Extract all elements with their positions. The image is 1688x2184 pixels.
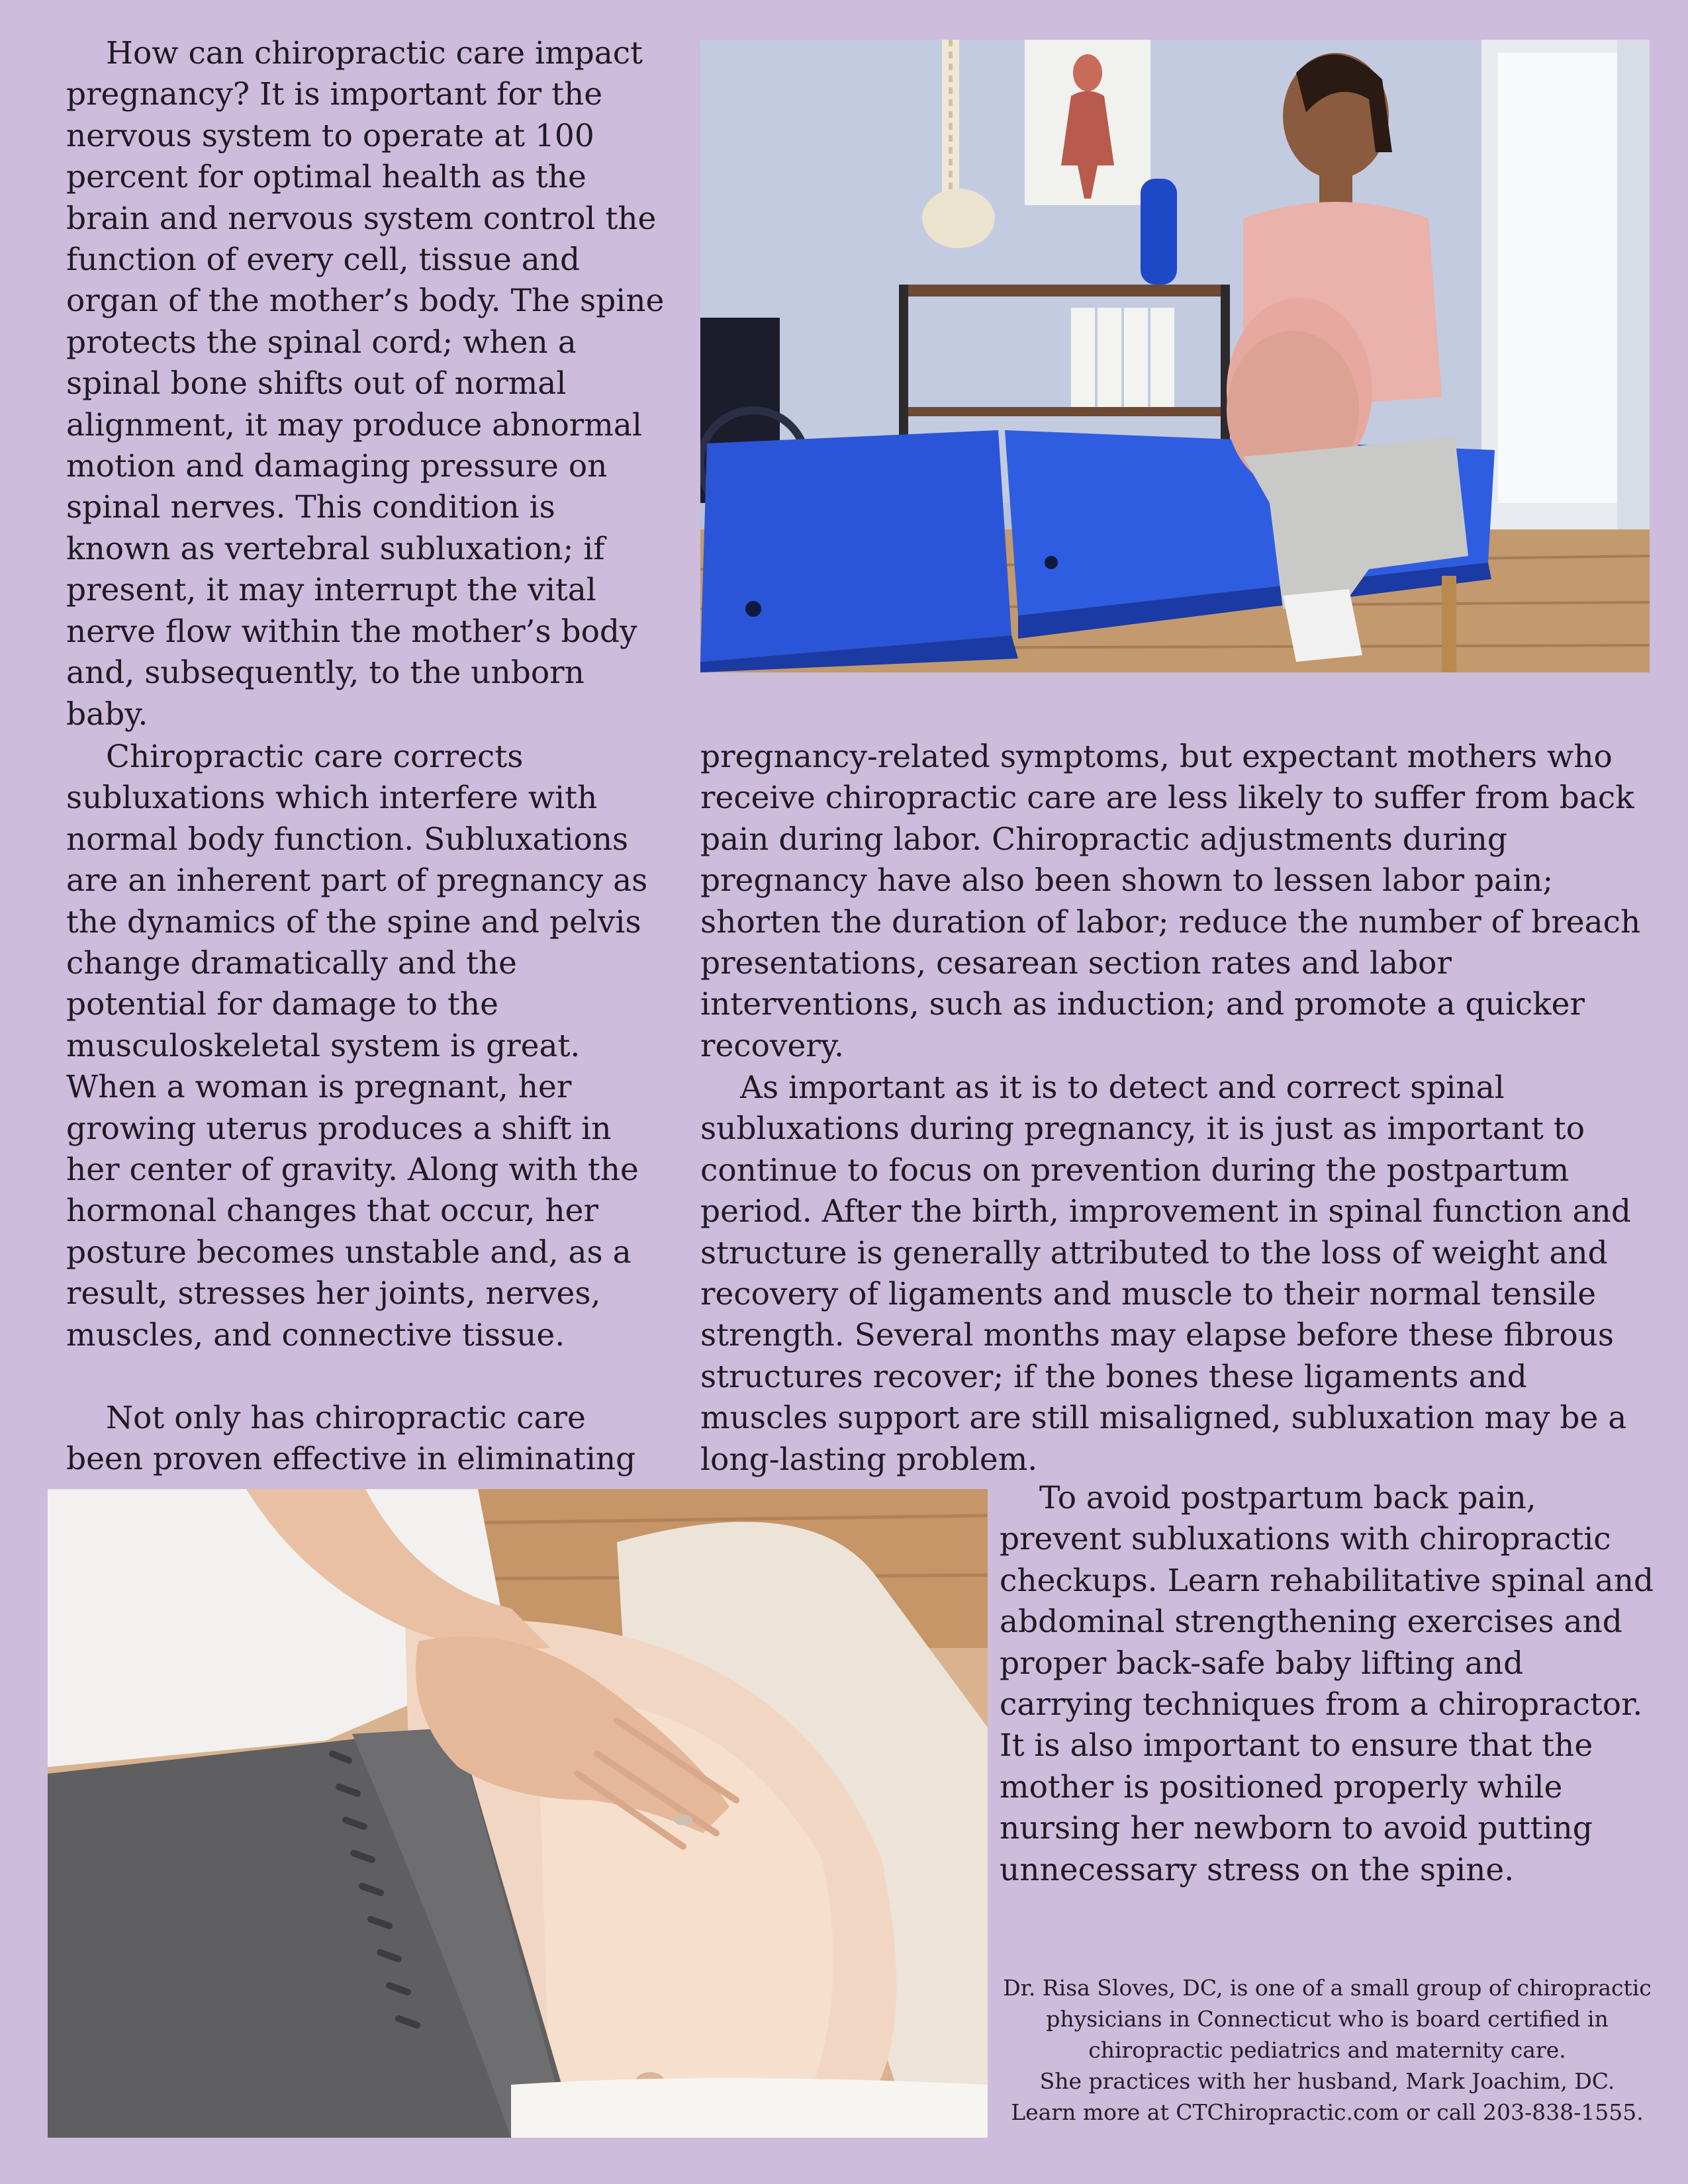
photo-pregnant-woman-clinic bbox=[700, 40, 1650, 672]
clinic-illustration bbox=[700, 40, 1650, 672]
bio-line: Dr. Risa Sloves, DC, is one of a small group of chiropractic bbox=[1003, 1975, 1652, 2001]
paragraph-subluxations: Chiropractic care corrects subluxations which interfere with normal body function. Subluxations are an inherent part of pregnancy as the dynamics of the spine and pelvis change dramatically and the potential for damage to the musculoskeletal system is great. When a woman is pregnant, her growing uterus produces a shift in her center of gravity. Along with the hormonal changes that occur, her posture becomes unstable and, as a result, stresses her joints, nerves, muscles, and connective tissue. bbox=[66, 739, 648, 1353]
bio-line: She practices with her husband, Mark Joachim, DC. bbox=[1039, 2068, 1615, 2094]
paragraph-effectiveness-continued: pregnancy-related symptoms, but expectant mothers who receive chiropractic care are less likely to suffer from back pain during labor. Chiropractic adjustments during pregnancy have also been shown to lessen labor pain; shorten the duration of labor; reduce the number of breach presentations, cesarean section rates and labor interventions, such as induction; and promote a quicker recovery. bbox=[700, 739, 1641, 1064]
bio-line: chiropractic pediatrics and maternity care. bbox=[1088, 2037, 1566, 2063]
paragraph-intro: How can chiropractic care impact pregnancy? It is important for the nervous system to operate at 100 percent for optimal health as the brain and nervous system control the function of every cell, tissue and organ of the mother’s body. The spine protects the spinal cord; when a spinal bone shifts out of normal alignment, it may produce abnormal motion and damaging pressure on spinal nerves. This condition is known as vertebral subluxation; if present, it may interrupt the vital nerve flow within the mother’s body and, subsequently, to the unborn baby. bbox=[66, 35, 665, 733]
author-bio bbox=[996, 1972, 1658, 2128]
bio-line: Learn more at CTChiropractic.com or call 203-838-1555. bbox=[1011, 2099, 1644, 2125]
photo-hands-on-pregnant-belly bbox=[48, 1489, 988, 2138]
paragraph-effectiveness-start: Not only has chiropractic care been proven effective in eliminating bbox=[66, 1400, 636, 1478]
paragraph-avoid-back-pain: To avoid postpartum back pain, prevent subluxations with chiropractic checkups. Learn rehabilitative spinal and abdominal strengthening exercises and proper back-safe baby lifting and carrying techniques from a chiropractor. It is also important to ensure that the mother is positioned properly while nursing her newborn to avoid putting unnecessary stress on the spine. bbox=[1000, 1480, 1654, 1888]
adjustment-illustration bbox=[48, 1489, 988, 2138]
paragraph-postpartum-prevention: As important as it is to detect and correct spinal subluxations during pregnancy, it is just as important to continue to focus on prevention during the postpartum period. After the birth, improvement in spinal function and structure is generally attributed to the loss of weight and recovery of ligaments and muscle to their normal tensile strength. Several months may elapse before these fibrous structures recover; if the bones these ligaments and muscles support are still misaligned, subluxation may be a long-lasting problem. bbox=[700, 1069, 1631, 1478]
bio-line: physicians in Connecticut who is board certified in bbox=[1046, 2006, 1609, 2032]
